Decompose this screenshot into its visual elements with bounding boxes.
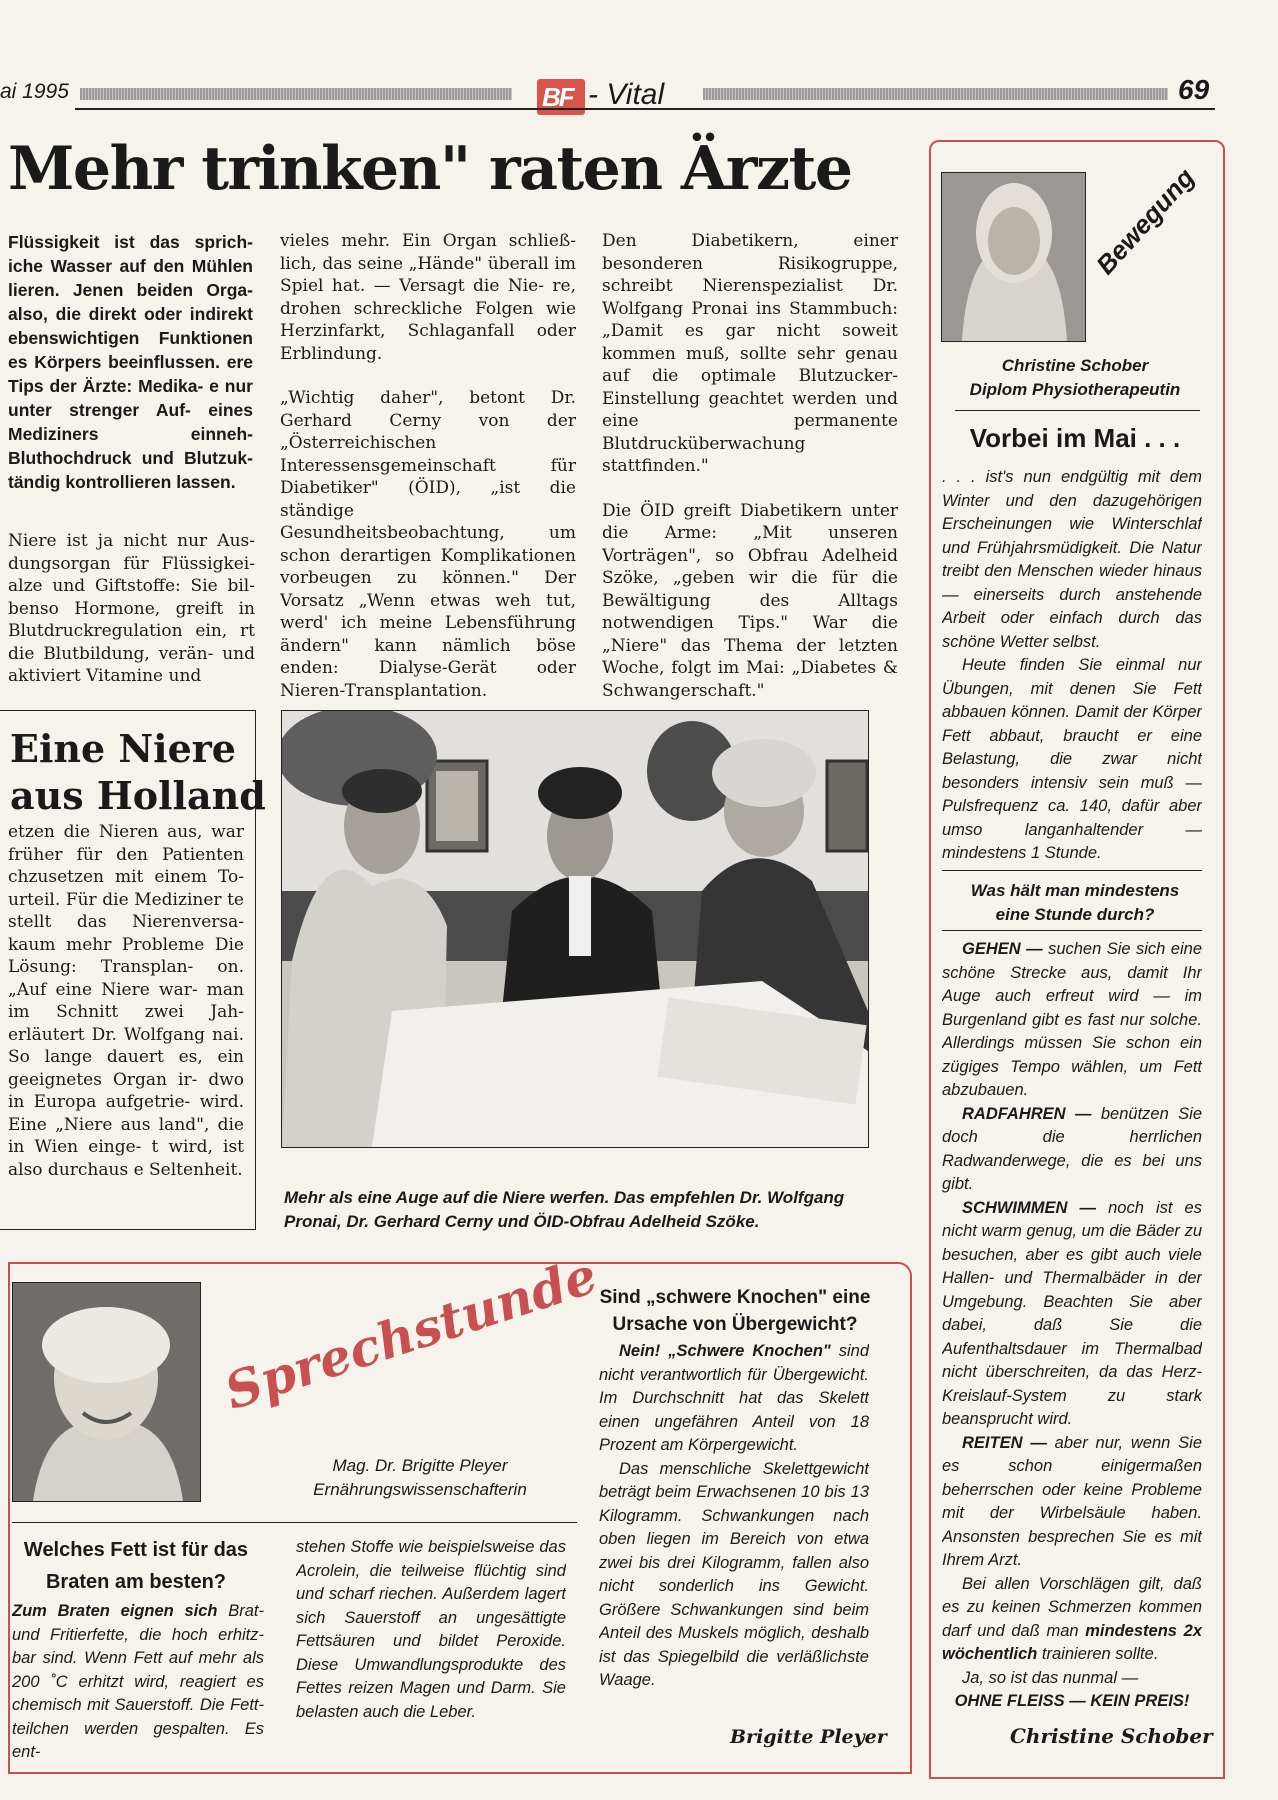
question-2: Sind „schwere Knochen" eine Ursache von Übergewicht? (599, 1287, 871, 1335)
sidebar-signature: Christine Schober (1010, 1724, 1213, 1748)
article-col1-intro: Flüssigkeit ist das sprich- iche Wasser auf den Mühlen lieren. Jenen beiden Orga- also, die direkt oder indirekt ebenswichtigen Funktionen es Körpers beeinflussen. ere Tips der Ärzte: Medika- e nur unter strenger Auf- eines Mediziners einneh- Bluthochdruck und Blutzuk- tändig kontrollieren lassen. (8, 232, 253, 492)
header-bar-left (80, 88, 512, 100)
page-number: 69 (1178, 74, 1210, 105)
answer-1-text (12, 1600, 264, 1765)
answer-1 (12, 1600, 264, 1765)
sprechstunde-author-title: Ernährungswissenschafterin (313, 1480, 527, 1499)
answer-1-body: Brat- und Fritierfette, die hoch erhitz- bar sind. Wenn Fett auf mehr als 200 ˚C erhitzt wird, reagiert es chemisch mit Sauerstoff. Die Fett- teilchen werden gespalten. Es ent- (12, 1602, 264, 1761)
article-col1-body: Niere ist ja nicht nur Aus- dungsorgan für Flüssigkei- alze und Giftstoffe: Sie bil- benso Hormone, greift in Blutdruckregulation ein, rt die Blutbildung, verän- und aktiviert Vitamine und (8, 531, 255, 686)
sidebar-reiten (942, 1432, 1202, 1573)
answer-1-lead: Zum Braten eignen sich (12, 1602, 218, 1620)
sidebar-schwimmen-text: noch ist es nicht warm genug, um die Bäder zu besuchen, aber es gibt auch viele Hallen- und Thermalbäder in der Umgebung. Beachten Sie aber dabei, daß Sie die Aufenthaltsdauer im Thermalbad nicht überschreiten, da das Herz-Kreislauf-System zu stark beansprucht wird. (942, 1198, 1202, 1428)
article-col2 (280, 230, 576, 700)
article-col2-p1: vieles mehr. Ein Organ schließ- lich, das seine „Hände" überall im Spiel hat. — Versagt die Nie- re, drohen schreckliche Folgen wie Herzinfarkt, Schlaganfall oder Erblindung. (280, 231, 576, 364)
sidebar-author-photo (941, 172, 1086, 342)
sidebar-question: Was hält man mindestens eine Stunde durch? (970, 881, 1180, 924)
photo-caption: Mehr als eine Auge auf die Niere werfen. Das empfehlen Dr. Wolfgang Pronai, Dr. Gerhard Cerny und ÖID-Obfrau Adelheid Szöke. (284, 1188, 845, 1231)
sidebar-intro (942, 466, 1202, 866)
sidebar-intro-p1: . . . ist's nun endgültig mit dem Winter und den dazugehörigen Erscheinungen wie Winterschlaf und Frühjahrsmüdigkeit. Die Natur treibt den Menschen wieder hinaus — einerseits durch anstehende Arbeit oder einfach durch das schöne Wetter selbst. (942, 468, 1202, 651)
header-rule (75, 108, 1215, 110)
sidebar-closing (942, 1573, 1202, 1667)
sidebar-reiten-text: aber nur, wenn Sie es schon einigermaßen beherrschen oder keine Probleme mit der Wirbelsäule haben. Ansonsten besprechen Sie es mit Ihrem Arzt. (942, 1433, 1202, 1569)
sidebar-closing-4: OHNE FLEISS — KEIN PREIS! (954, 1692, 1190, 1710)
answer-2-body: sind nicht verantwortlich für Übergewicht. Im Durchschnitt hat das Skelett einen ungefähren Anteil von 18 Prozent am Körpergewicht. (599, 1342, 869, 1454)
niere-box-title (10, 725, 266, 819)
niere-box (0, 710, 266, 1230)
answer-2-p2: Das menschliche Skelettgewicht beträgt beim Erwachsenen 10 bis 13 Kilogramm. Schwankungen nach oben liegen im Bereich von etwa zwei bis drei Kilogramm, fallen also nicht sonderlich ins Gewicht. Größere Schwankungen sind beim Anteil des Muskels möglich, deshalb ist das Spiegelbild die verläßlichste Waage. (599, 1459, 869, 1689)
niere-box-body: etzen die Nieren aus, war früher für den Patienten chzusetzen mit einem To- urteil. Für die Mediziner te stellt das Nierenversa- kaum mehr Probleme Die Lösung: Transplan- on. „Auf eine Niere war- man im Schnitt zwei Jah- erläutert Dr. Wolfgang nai. So lange dauert es, ein geeignetes Organ ir- dwo in Europa aufgetrie- wird. Eine „Niere aus land", die in Wien einge- t wird, ist also durchaus e Seltenheit. (8, 822, 244, 1180)
headline: Mehr trinken" raten Ärzte (8, 134, 852, 204)
answer-1-cont: stehen Stoffe wie beispielsweise das Acrolein, die teilweise flüchtig sind und scharf riechen. Außerdem lagert sich Sauerstoff an ungesättigte Fettsäuren und bildet Peroxide. Diese Umwandlungsprodukte des Fettes reizen Magen und Darm. Sie belasten auch die Leber. (296, 1538, 566, 1721)
sidebar-reiten-label: REITEN — (962, 1433, 1047, 1452)
sidebar-exercises (942, 938, 1202, 1728)
niere-box-title-line2: aus Holland (10, 773, 266, 818)
sidebar-rule-3 (942, 930, 1202, 931)
sprechstunde-rule (12, 1522, 577, 1523)
sidebar-schwimmen-label: SCHWIMMEN — (962, 1198, 1096, 1217)
main-photo (281, 710, 869, 1148)
sidebar-rad-text: benützen Sie doch die herrlichen Radwanderwege, die es bei uns gibt. (942, 1104, 1202, 1193)
niere-box-title-line1: Eine Niere (10, 726, 236, 771)
sidebar-rule-1 (955, 410, 1200, 411)
header-bar-right (703, 88, 1168, 100)
sidebar-closing-2: trainieren sollte. (1037, 1645, 1159, 1663)
sidebar-intro-p2: Heute finden Sie einmal nur Übungen, mit denen Sie Fett abbauen können. Damit der Körper Fett abbaut, braucht er eine Belastung, die zwar nicht besonders intensiv sein muß — Pulsfrequenz ca. 140, dafür aber umso langanhaltender — mindestens 1 Stunde. (942, 656, 1202, 862)
sprechstunde-logo: Sprechstunde (217, 1245, 604, 1421)
sidebar-rule-2 (942, 870, 1202, 871)
answer-2-lead: Nein! „Schwere Knochen" (619, 1342, 831, 1360)
sprechstunde-author-photo (12, 1282, 201, 1502)
section-title: - Vital (588, 78, 665, 111)
article-col3-p1: Den Diabetikern, einer besonderen Risikogruppe, schreibt Nierenspezialist Dr. Wolfgang Pronai ins Stammbuch: „Damit es gar nicht soweit kommen muß, sollte sehr genau auf die optimale Blutzucker-Einstellung geachtet werden und eine permanente Blutdrucküberwachung stattfinden." (602, 231, 898, 476)
sidebar-rad-label: RADFAHREN — (962, 1104, 1092, 1123)
sidebar-gehen-label: GEHEN — (962, 940, 1043, 958)
brand-logo-text: BF (542, 82, 573, 112)
article-col3-p2: Die ÖID greift Diabetikern unter die Arme: „Mit unseren Vorträgen", so Obfrau Adelheid Szöke, „geben wir die für die Bewältigung des Alltags notwendigen Tips." War die „Niere" das Thema der letzten Woche, folgt im Mai: „Diabetes & Schwangerschaft." (602, 500, 898, 700)
sidebar-closing-1: Bei allen Vorschlägen gilt, daß es zu keinen Schmerzen kommen darf und daß man (942, 1574, 1202, 1640)
sidebar-closing-bold: mindestens 2x wöchentlich (942, 1621, 1202, 1663)
sidebar-schwimmen (942, 1197, 1202, 1432)
answer-2-p1 (599, 1340, 869, 1458)
answer-2 (599, 1340, 869, 1735)
question-1: Welches Fett ist für das Braten am besten? (23, 1539, 249, 1593)
sidebar-closing-3: Ja, so ist das nunmal — (962, 1668, 1139, 1687)
sprechstunde-author-name: Mag. Dr. Brigitte Pleyer (332, 1456, 508, 1475)
sidebar-tag: Bewegung (1090, 162, 1201, 281)
sidebar-author-name: Christine Schober (1001, 356, 1149, 375)
sidebar-heading: Vorbei im Mai . . . (969, 423, 1181, 453)
article-col3 (602, 230, 898, 700)
issue-date: ai 1995 (0, 80, 69, 103)
sidebar-author-title: Diplom Physiotherapeutin (969, 380, 1181, 399)
article-col2-p2: „Wichtig daher", betont Dr. Gerhard Cerny von der „Österreichischen Interessensgemeinschaft für Diabetiker" (ÖID), „ist die ständige Gesundheitsbeobachtung, um schon derartigen Komplikationen vorbeugen zu können." Der Vorsatz „Wenn etwas weh tut, werd' ich meine Lebensführung ändern" kann nämlich böse enden: Dialyse-Gerät oder Nieren-Transplantation. (280, 388, 576, 700)
sidebar-rad (942, 1103, 1202, 1197)
sprechstunde-signature: Brigitte Pleyer (730, 1726, 887, 1748)
sidebar-gehen (942, 938, 1202, 1103)
sidebar-gehen-text: suchen Sie sich eine schöne Strecke aus, damit Ihr Auge auch erfreut wird — im Burgenland gibt es fast nur solche. Allerdings müssen Sie schon ein zügiges Tempo wählen, um Fett abzubauen. (942, 940, 1202, 1099)
